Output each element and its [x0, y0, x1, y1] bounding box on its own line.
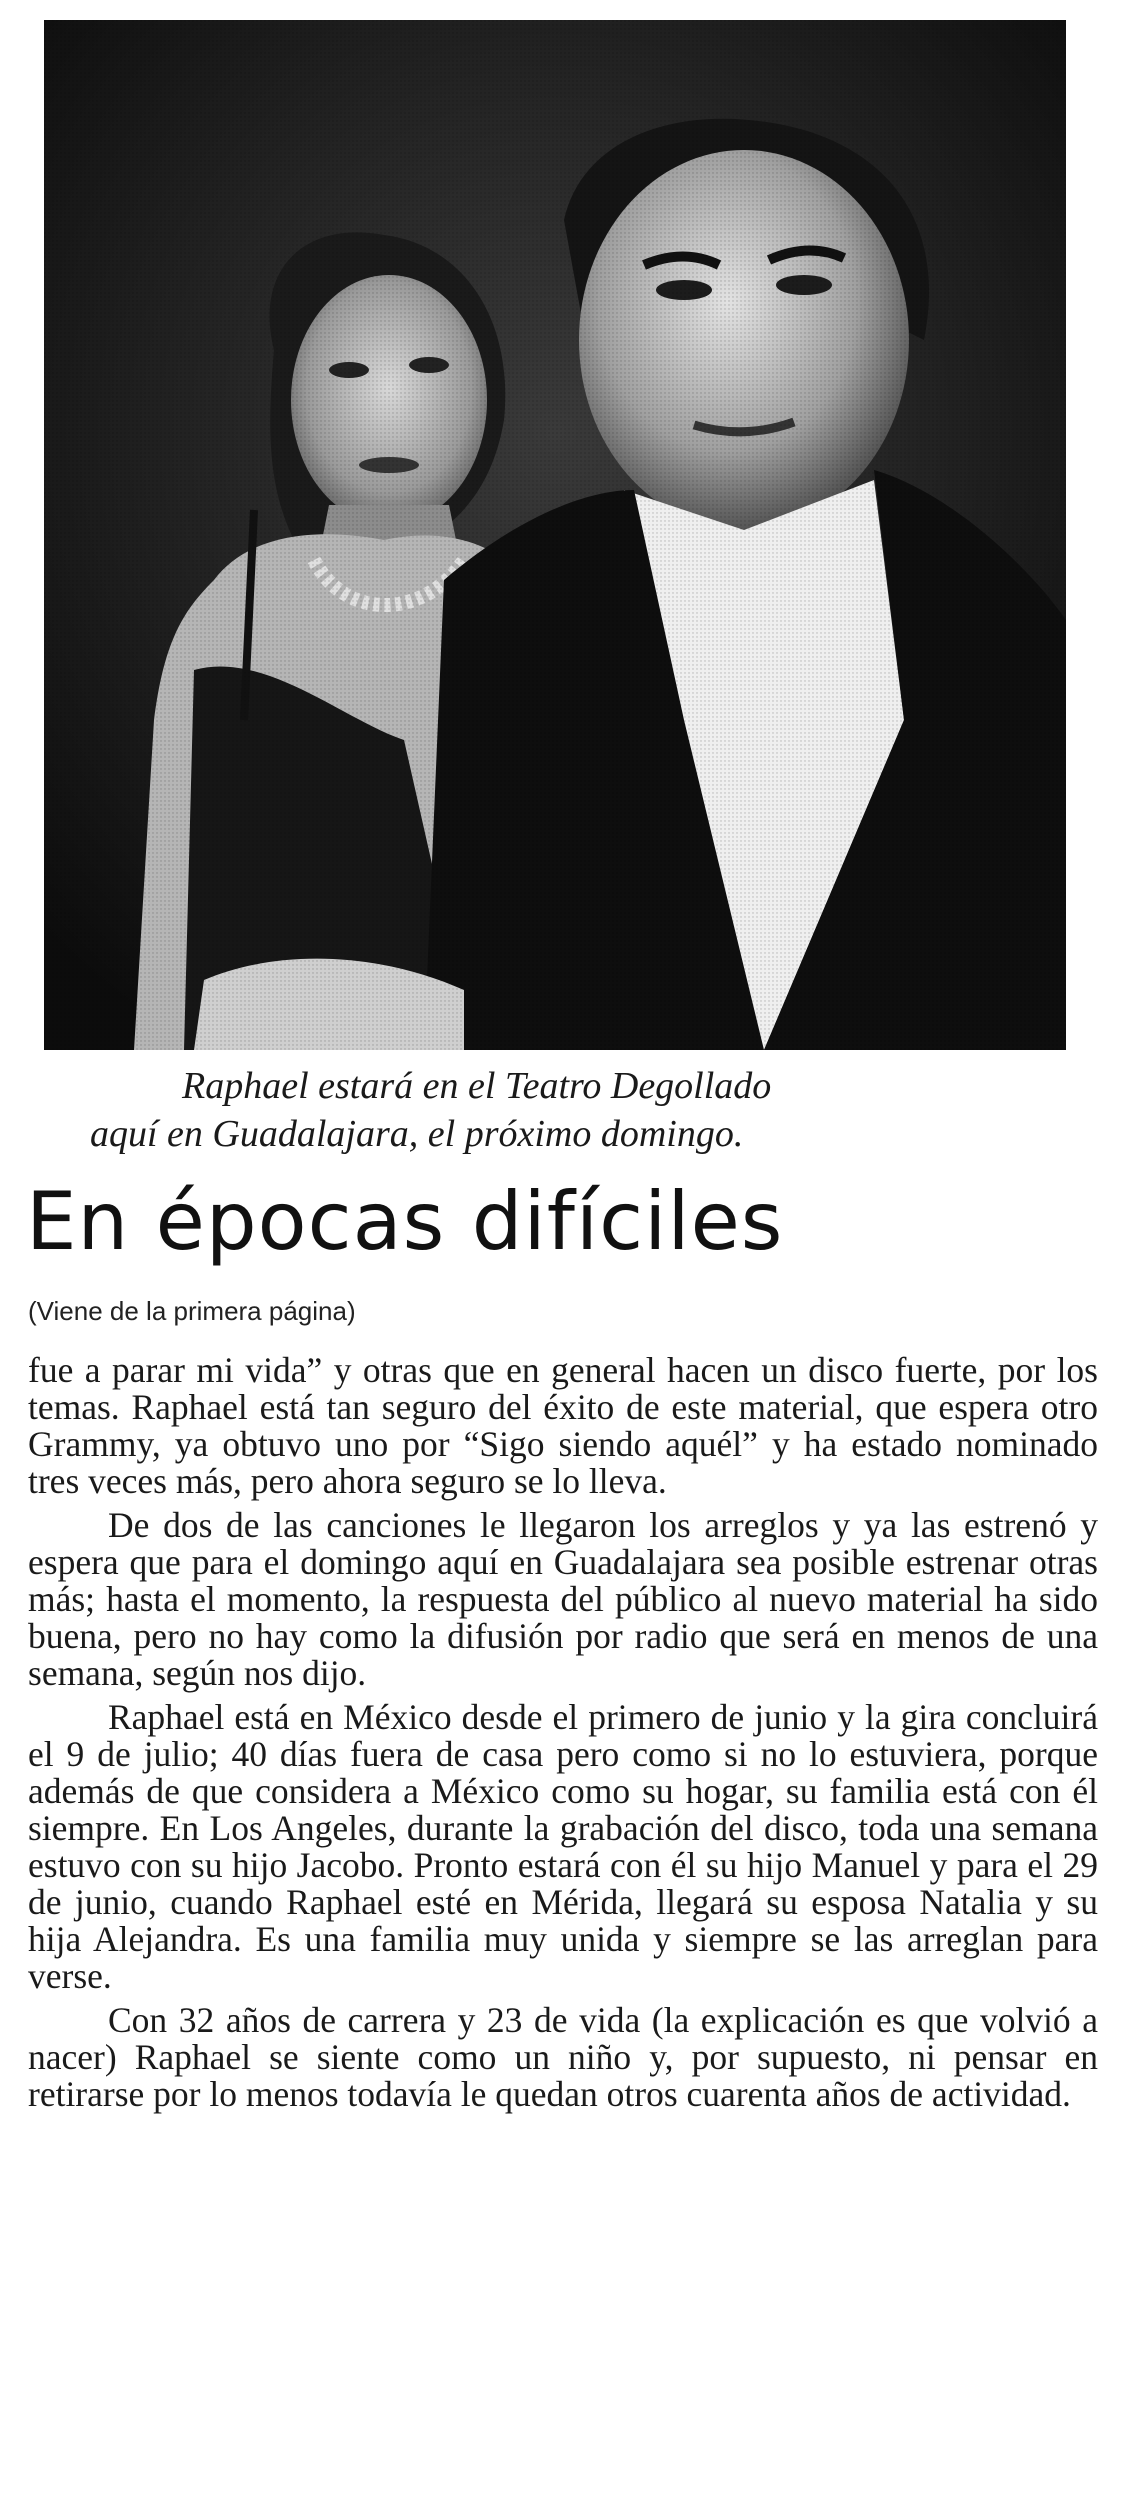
article-body	[28, 1352, 1098, 2120]
news-photo	[44, 20, 1066, 1050]
article-paragraph: fue a parar mi vida” y otras que en general hacen un disco fuerte, por los temas. Raphael está tan seguro del éxito de este material, que espera otro Grammy, ya obtuvo uno por “Sigo siendo aquél” y ha estado nominado tres veces más, pero ahora seguro se lo lleva.	[28, 1350, 1098, 1501]
article-paragraph: Raphael está en México desde el primero de junio y la gira concluirá el 9 de julio; 40 días fuera de casa pero como si no lo estuviera, porque además de que considera a México como su hogar, su familia está con él siempre. En Los Angeles, durante la grabación del disco, toda una semana estuvo con su hijo Jacobo. Pronto estará con él su hijo Manuel y para el 29 de junio, cuando Raphael esté en Mérida, llegará su esposa Natalia y su hija Alejandra. Es una familia muy unida y siempre se las arreglan para verse.	[28, 1697, 1098, 1996]
caption-line-2: aquí en Guadalajara, el próximo domingo.	[90, 1113, 744, 1155]
continued-from-note: (Viene de la primera página)	[28, 1296, 356, 1326]
caption-line-1: Raphael estará en el Teatro Degollado	[182, 1065, 772, 1107]
article-paragraph: Con 32 años de carrera y 23 de vida (la explicación es que volvió a nacer) Raphael se siente como un niño y, por supuesto, ni pensar en retirarse por lo menos todavía le quedan otros cuarenta años de actividad.	[28, 2000, 1098, 2114]
article-headline: En épocas difíciles	[26, 1175, 784, 1268]
article-paragraph: De dos de las canciones le llegaron los arreglos y ya las estrenó y espera que para el domingo aquí en Guadalajara sea posible estrenar otras más; hasta el momento, la respuesta del público al nuevo material ha sido buena, pero no hay como la difusión por radio que será en menos de una semana, según nos dijo.	[28, 1505, 1098, 1693]
photo-caption	[90, 1062, 1090, 1158]
